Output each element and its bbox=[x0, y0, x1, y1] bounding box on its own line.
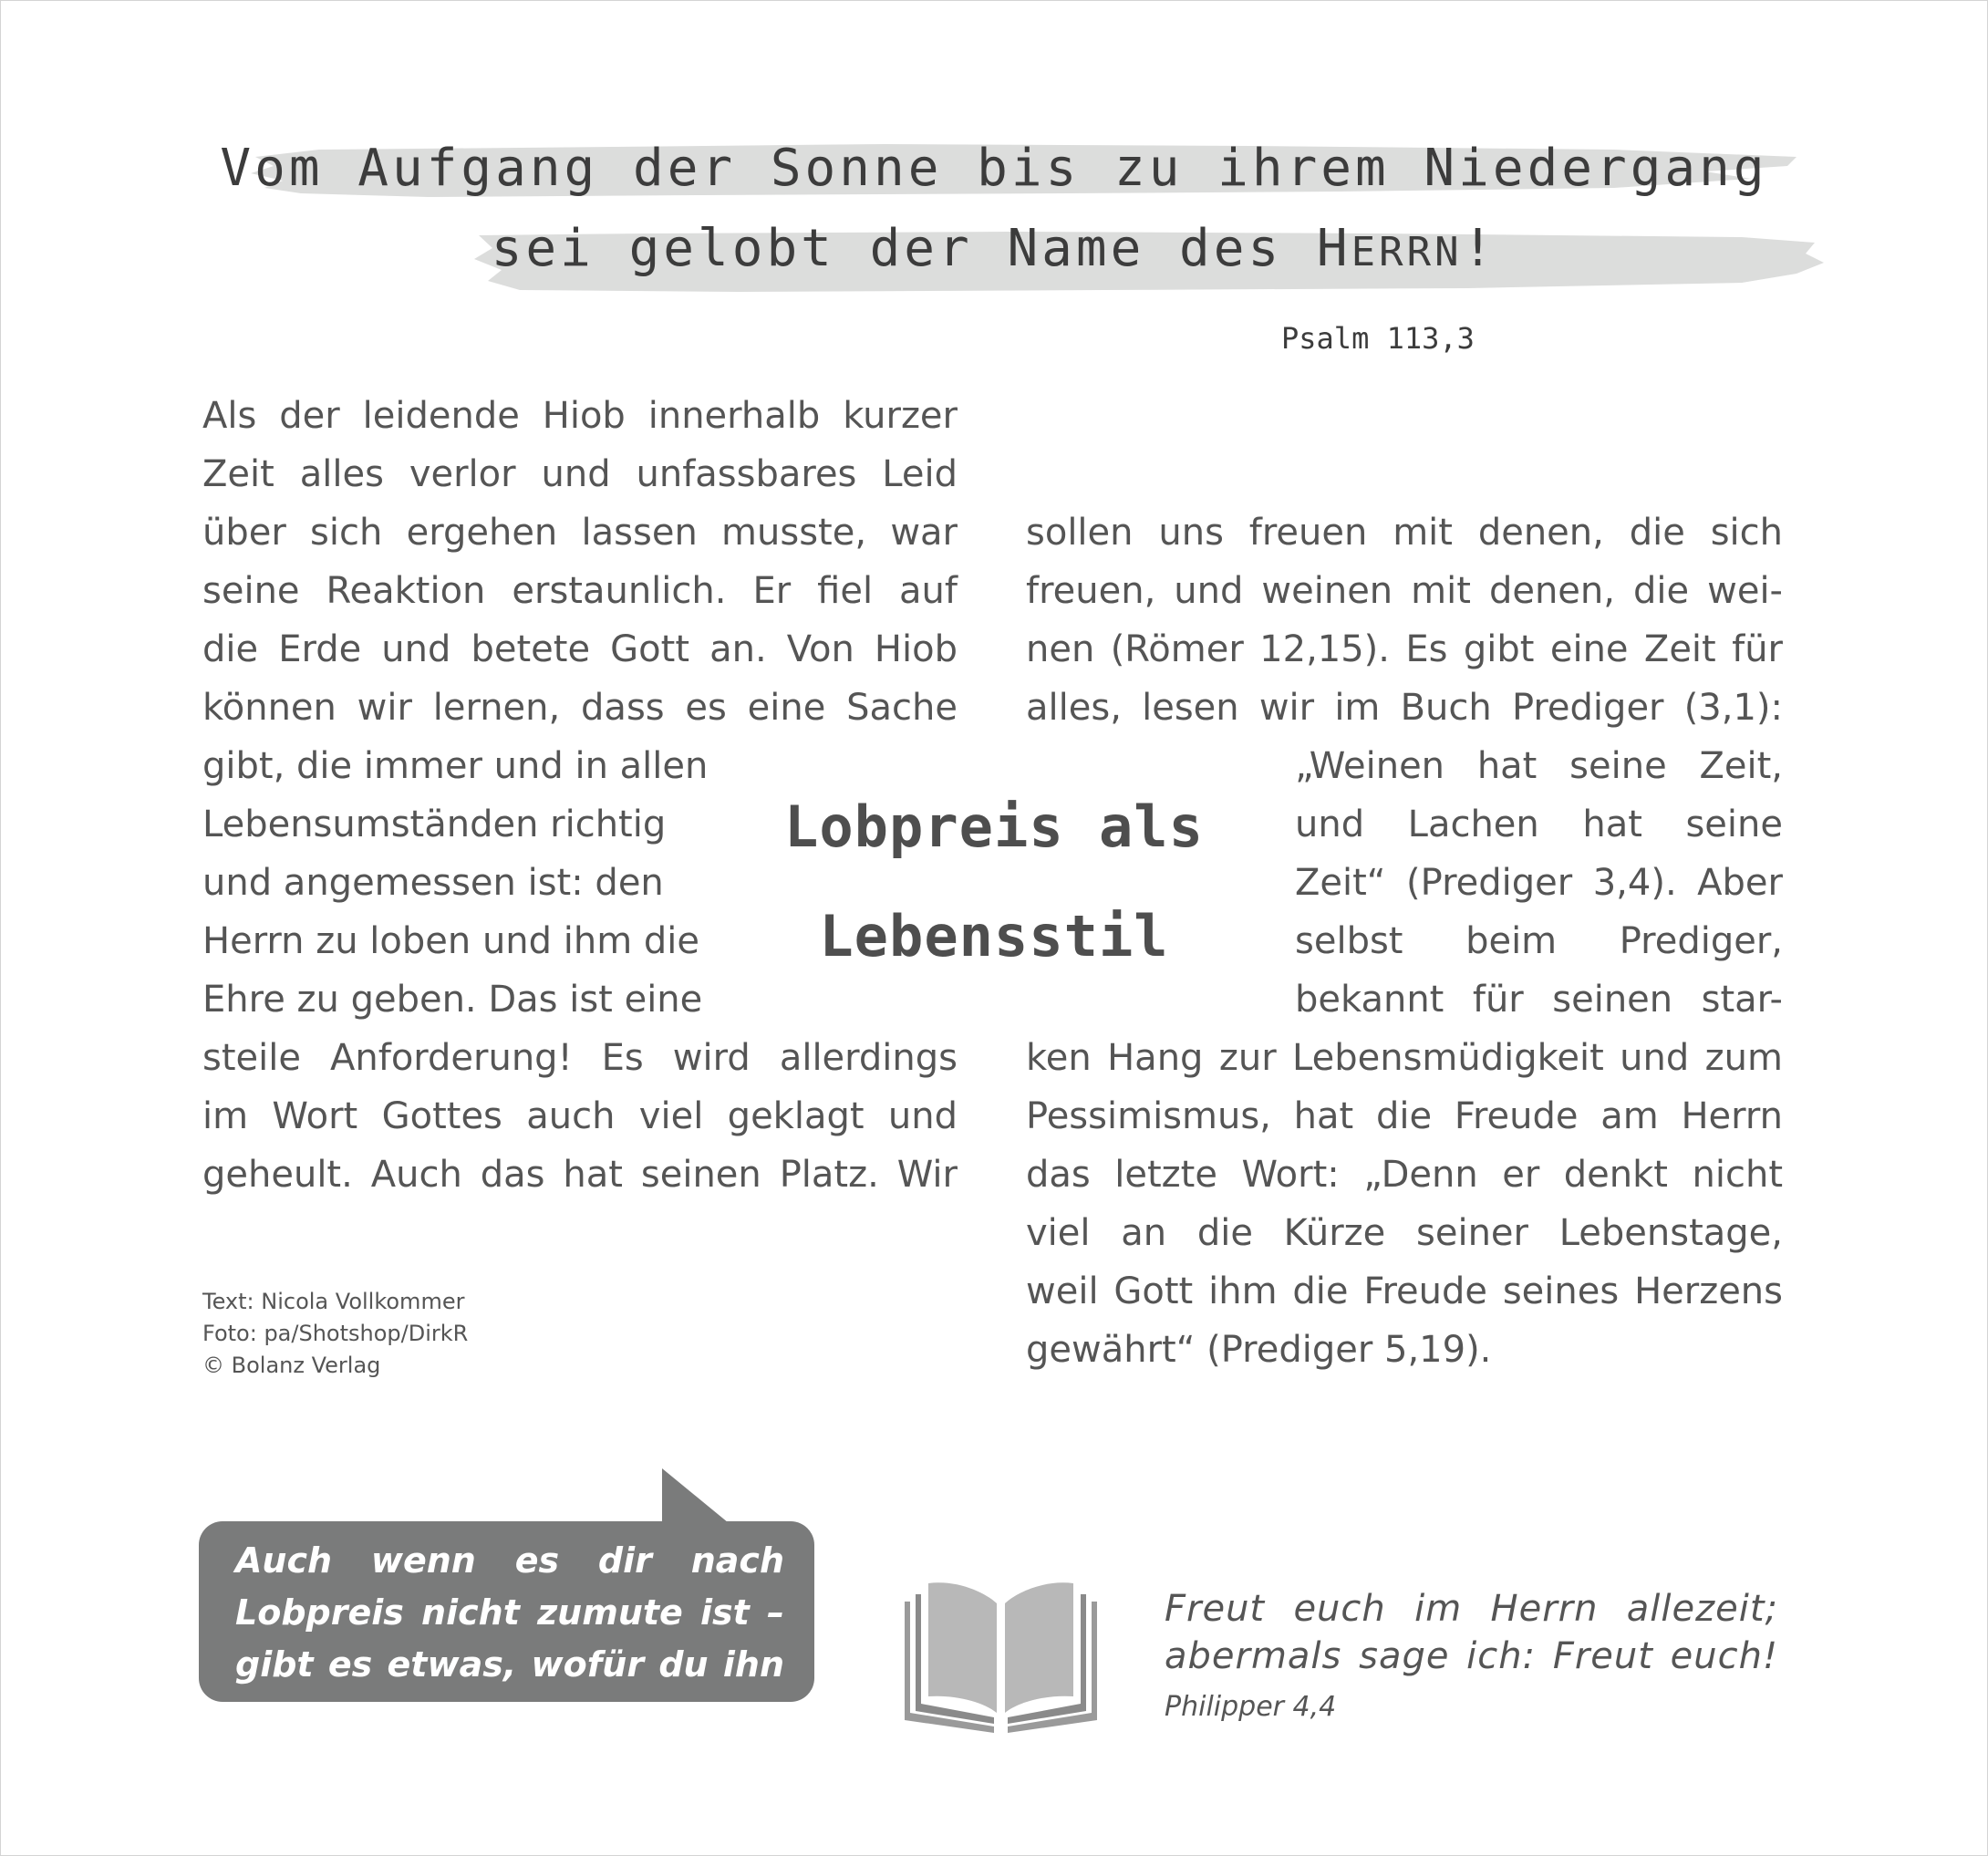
open-book-icon bbox=[903, 1576, 1099, 1736]
bubble-line: gibt es etwas, wofür du ihn bbox=[235, 1644, 784, 1685]
right-line: sollen uns freuen mit denen, die sich bbox=[1026, 512, 1783, 554]
right-line: weil Gott ihm die Freude seines Herzens bbox=[1026, 1270, 1783, 1312]
verse-line-2-start: sei gelobt der Name des H bbox=[491, 219, 1351, 278]
article-heading-line-2: Lebensstil bbox=[819, 903, 1169, 969]
quote-line: Freut euch im Herrn allezeit; bbox=[1165, 1588, 1778, 1630]
verse-smallcaps: ERRN bbox=[1351, 229, 1463, 275]
left-line: Zeit alles verlor und unfassbares Leid bbox=[202, 453, 958, 495]
right-line: alles, lesen wir im Buch Prediger (3,1): bbox=[1026, 687, 1783, 729]
right-line: gewährt“ (Prediger 5,19). bbox=[1026, 1329, 1492, 1371]
left-line: die Erde und betete Gott an. Von Hiob bbox=[202, 628, 958, 670]
left-line: Ehre zu geben. Das ist eine bbox=[202, 979, 703, 1021]
left-line: über sich ergehen lassen musste, war bbox=[202, 512, 958, 554]
article-heading-line-1: Lobpreis als bbox=[784, 793, 1204, 860]
verse-line-2 bbox=[0, 219, 1988, 278]
right-line: „Weinen hat seine Zeit, bbox=[1295, 745, 1783, 787]
left-line: können wir lernen, dass es eine Sache bbox=[202, 687, 958, 729]
right-line: selbst beim Prediger, bbox=[1295, 920, 1783, 962]
credits bbox=[202, 1286, 468, 1382]
verse-line-2-end: ! bbox=[1462, 219, 1497, 278]
speech-bubble-text bbox=[235, 1535, 784, 1743]
left-line: Lebensumständen richtig bbox=[202, 804, 667, 845]
left-line: gibt, die immer und in allen bbox=[202, 745, 709, 787]
left-line: seine Reaktion erstaunlich. Er fiel auf bbox=[202, 570, 958, 612]
right-line: freuen, und weinen mit denen, die wei- bbox=[1026, 570, 1783, 612]
verse-line-1: Vom Aufgang der Sonne bis zu ihrem Niedergang bbox=[220, 139, 1768, 198]
right-line: ken Hang zur Lebensmüdigkeit und zum bbox=[1026, 1037, 1783, 1079]
left-line: im Wort Gottes auch viel geklagt und bbox=[202, 1095, 958, 1137]
quote-reference: Philipper 4,4 bbox=[1165, 1691, 1337, 1723]
left-line: und angemessen ist: den bbox=[202, 862, 664, 904]
credit-text: Text: Nicola Vollkommer bbox=[202, 1289, 465, 1314]
right-line: viel an die Kürze seiner Lebenstage, bbox=[1026, 1212, 1783, 1254]
left-line: steile Anforderung! Es wird allerdings bbox=[202, 1037, 958, 1079]
speech-bubble-tail bbox=[657, 1468, 739, 1527]
left-line: Herrn zu loben und ihm die bbox=[202, 920, 700, 962]
bubble-line: Lobpreis nicht zumute ist – bbox=[235, 1592, 784, 1633]
credit-publisher: © Bolanz Verlag bbox=[202, 1353, 381, 1378]
right-line: Pessimismus, hat die Freude am Herrn bbox=[1026, 1095, 1783, 1137]
right-line: das letzte Wort: „Denn er denkt nicht bbox=[1026, 1154, 1783, 1196]
quote-line: abermals sage ich: Freut euch! bbox=[1165, 1635, 1778, 1677]
right-line: Zeit“ (Prediger 3,4). Aber bbox=[1295, 862, 1783, 904]
bible-quote bbox=[1165, 1585, 1778, 1680]
right-line: nen (Römer 12,15). Es gibt eine Zeit für bbox=[1026, 628, 1783, 670]
left-line: Als der leidende Hiob innerhalb kurzer bbox=[202, 395, 958, 437]
left-line: geheult. Auch das hat seinen Platz. Wir bbox=[202, 1154, 958, 1196]
right-line: bekannt für seinen star- bbox=[1295, 979, 1783, 1021]
right-line: und Lachen hat seine bbox=[1295, 804, 1783, 845]
credit-photo: Foto: pa/Shotshop/DirkR bbox=[202, 1321, 469, 1346]
verse-reference: Psalm 113,3 bbox=[1281, 321, 1475, 356]
bubble-line: heute loben kannst? bbox=[235, 1696, 635, 1737]
bubble-line: Auch wenn es dir nach bbox=[235, 1540, 784, 1581]
